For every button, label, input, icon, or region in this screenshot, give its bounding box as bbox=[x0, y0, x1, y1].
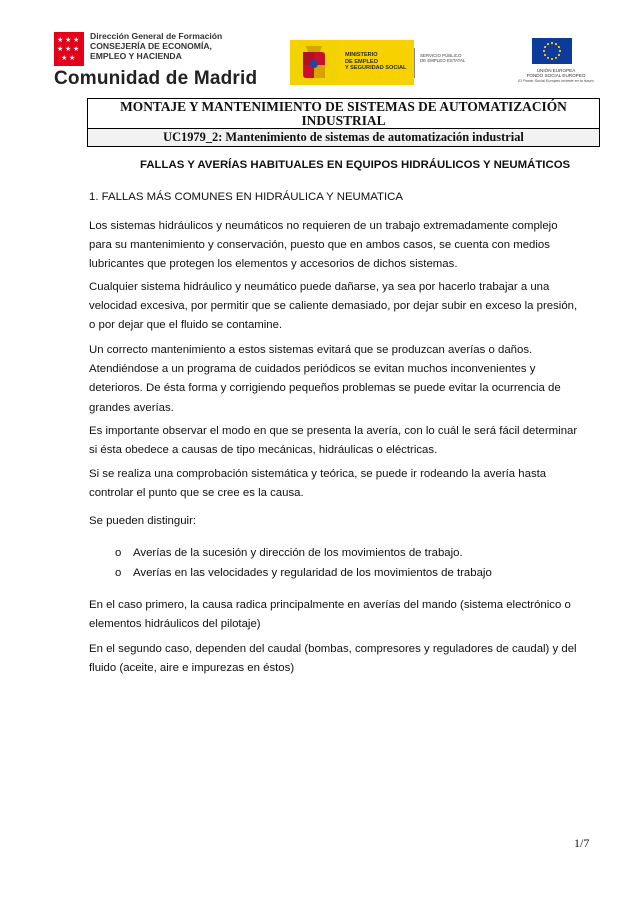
madrid-logo-name: Comunidad de Madrid bbox=[54, 68, 258, 89]
coat-of-arms-icon bbox=[290, 40, 338, 85]
eu-star-icon bbox=[555, 43, 557, 45]
course-title-box bbox=[87, 98, 600, 147]
eu-star-icon bbox=[558, 46, 560, 48]
ministerio-text: MINISTERIO DE EMPLEO Y SEGURIDAD SOCIAL bbox=[345, 52, 407, 71]
eu-text: UNIÓN EUROPEA FONDO SOCIAL EUROPEO bbox=[526, 68, 586, 79]
document-heading: FALLAS Y AVERÍAS HABITUALES EN EQUIPOS HIDRÁULICOS Y NEUMÁTICOS bbox=[140, 159, 571, 171]
eu-tagline: El Fondo Social Europeo invierte en tu futuro bbox=[518, 79, 594, 83]
paragraph: En el segundo caso, dependen del caudal (bombas, compresores y reguladores de caudal) y del fluido (aceite, aire e impurezas en éstos) bbox=[89, 643, 577, 675]
ministerio-logo bbox=[290, 40, 472, 85]
madrid-logo-text: Dirección General de Formación CONSEJERÍA DE ECONOMÍA, EMPLEO Y HACIENDA bbox=[90, 31, 223, 61]
list-item: o Averías de la sucesión y dirección de los movimientos de trabajo. bbox=[115, 547, 463, 559]
unit-title: UC1979_2: Mantenimiento de sistemas de automatización industrial bbox=[88, 129, 599, 146]
paragraph: Cualquier sistema hidráulico y neumático puede dañarse, ya sea por hacerlo trabajar a una velocidad excesiva, por permitir que se caliente demasiado, por dejar subir en exceso la presión, o por dejar que el fluido se contamine. bbox=[89, 281, 578, 332]
eu-star-icon bbox=[551, 42, 553, 44]
bullet-marker: o bbox=[115, 567, 122, 579]
eu-star-icon bbox=[559, 50, 561, 52]
madrid-flag-icon: ★ ★ ★ ★ ★ ★ ★ ★ bbox=[54, 32, 84, 66]
paragraph: Si se realiza una comprobación sistemática y teórica, se puede ir rodeando la avería hasta controlar el punto que se cree es la causa. bbox=[89, 468, 547, 500]
paragraph: Es importante observar el modo en que se presenta la avería, con lo cuál le será fácil determinar si ésta obedece a causas de tipo mecánicas, hidráulicas o eléctricas. bbox=[89, 425, 578, 457]
page-number: 1/7 bbox=[574, 836, 590, 850]
paragraph: En el caso primero, la causa radica principalmente en averías del mando (sistema electrónico o elementos hidráulicos del pilotaje) bbox=[89, 599, 571, 631]
eu-flag-icon bbox=[532, 38, 572, 64]
eu-star-icon bbox=[543, 50, 545, 52]
eu-star-icon bbox=[547, 43, 549, 45]
module-title: MONTAJE Y MANTENIMIENTO DE SISTEMAS DE AUTOMATIZACIÓN INDUSTRIAL bbox=[88, 99, 599, 129]
sepe-text: SERVICIO PÚBLICO DE EMPLEO ESTATAL bbox=[420, 53, 466, 64]
eu-star-icon bbox=[544, 46, 546, 48]
eu-star-icon bbox=[558, 54, 560, 56]
comunidad-madrid-logo bbox=[54, 30, 264, 88]
eu-star-icon bbox=[544, 54, 546, 56]
list-item: o Averías en las velocidades y regularidad de los movimientos de trabajo bbox=[115, 567, 492, 579]
eu-logo bbox=[510, 38, 602, 84]
paragraph: Los sistemas hidráulicos y neumáticos no requieren de un trabajo extremadamente complejo para su mantenimiento y conservación, puesto que en ambos casos, se cuenta con medios lubricantes que protegen los elementos y accesorios de dichos sistemas. bbox=[89, 220, 558, 271]
eu-star-icon bbox=[555, 57, 557, 59]
bullet-marker: o bbox=[115, 547, 122, 559]
eu-star-icon bbox=[551, 58, 553, 60]
paragraph: Se pueden distinguir: bbox=[89, 515, 197, 527]
section-title: 1. FALLAS MÁS COMUNES EN HIDRÁULICA Y NEUMATICA bbox=[89, 191, 403, 203]
eu-star-icon bbox=[547, 57, 549, 59]
paragraph: Un correcto mantenimiento a estos sistemas evitará que se produzcan averías o daños. Atendiéndose a un programa de cuidados periódicos se evitan muchos inconvenientes y deterioros. De ésta forma y corrigiendo pequeños problemas se puede evitar la ocurrencia de grandes averías. bbox=[89, 344, 561, 414]
